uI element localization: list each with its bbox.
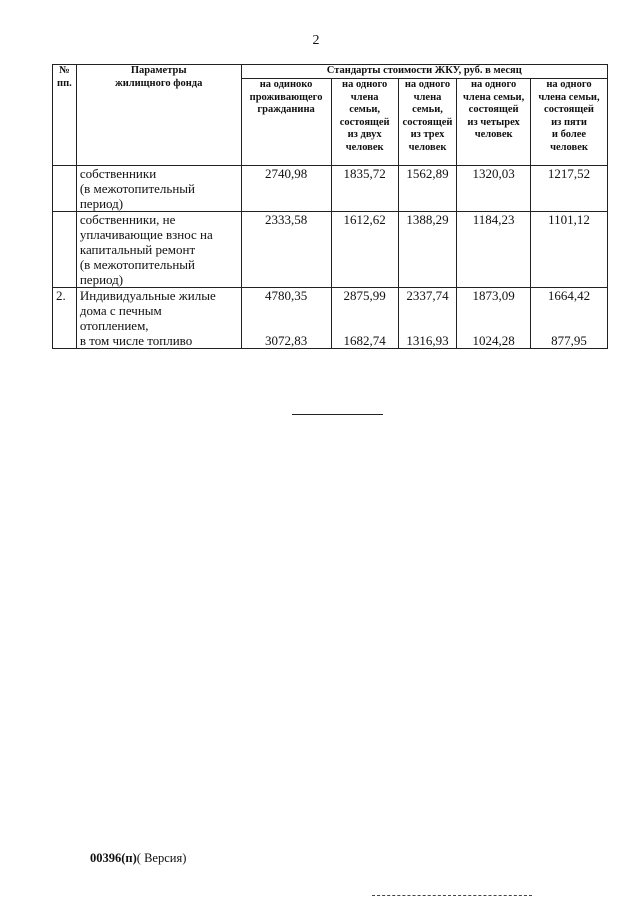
- document-version: ( Версия): [136, 851, 187, 865]
- total-value: 2875,99: [343, 288, 386, 303]
- value-cell: 1184,23: [457, 212, 531, 288]
- value-cell: 1612,62: [331, 212, 398, 288]
- value-cell: [530, 288, 607, 349]
- header-family-of-two: на одного члена семьи, состоящей из двух человек: [331, 79, 398, 166]
- value-cell: 1835,72: [331, 166, 398, 212]
- value-cell: 1388,29: [398, 212, 457, 288]
- header-parameters: Параметры жилищного фонда: [76, 65, 241, 166]
- fuel-value: 1682,74: [343, 333, 386, 348]
- value-cell: [398, 288, 457, 349]
- value-cell: [457, 288, 531, 349]
- value-cell: 1101,12: [530, 212, 607, 288]
- row-number: [53, 166, 77, 212]
- row-parameter: собственники, не уплачивающие взнос на капитальный ремонт (в межотопительный период): [76, 212, 241, 288]
- scan-artifact-line: [372, 895, 532, 896]
- value-cell: 2333,58: [241, 212, 331, 288]
- header-number: № пп.: [53, 65, 77, 166]
- value-cell: [241, 288, 331, 349]
- table-row: [53, 212, 608, 288]
- total-value: 2337,74: [406, 288, 449, 303]
- row-number: 2.: [53, 288, 77, 349]
- end-divider: [292, 414, 383, 415]
- row-parameter: Индивидуальные жилые дома с печным отоплением, в том числе топливо: [76, 288, 241, 349]
- total-value: 4780,35: [264, 288, 308, 303]
- value-cell: 1320,03: [457, 166, 531, 212]
- fuel-value: 1024,28: [472, 333, 515, 348]
- header-family-of-three: на одного члена семьи, состоящей из трех человек: [398, 79, 457, 166]
- row-number: [53, 212, 77, 288]
- header-single-resident: на одиноко проживающего гражданина: [241, 79, 331, 166]
- table-row: [53, 166, 608, 212]
- tariff-table: [52, 64, 608, 349]
- table-row: [53, 288, 608, 349]
- fuel-value: 877,95: [551, 333, 587, 348]
- table-header-row: [53, 65, 608, 79]
- value-cell: 2740,98: [241, 166, 331, 212]
- value-cell: 1217,52: [530, 166, 607, 212]
- total-value: 1664,42: [547, 288, 591, 303]
- value-cell: [331, 288, 398, 349]
- header-cost-standards: Стандарты стоимости ЖКУ, руб. в месяц: [241, 65, 607, 79]
- document-code-number: 00396(п): [90, 851, 137, 865]
- fuel-value: 1316,93: [406, 333, 449, 348]
- fuel-value: 3072,83: [264, 333, 308, 348]
- total-value: 1873,09: [472, 288, 515, 303]
- header-family-of-five-plus: на одного члена семьи, состоящей из пяти и более человек: [530, 79, 607, 166]
- page-number: 2: [312, 33, 320, 48]
- value-cell: 1562,89: [398, 166, 457, 212]
- header-family-of-four: на одного члена семьи, состоящей из четырех человек: [457, 79, 531, 166]
- document-code: [90, 851, 186, 866]
- row-parameter: собственники (в межотопительный период): [76, 166, 241, 212]
